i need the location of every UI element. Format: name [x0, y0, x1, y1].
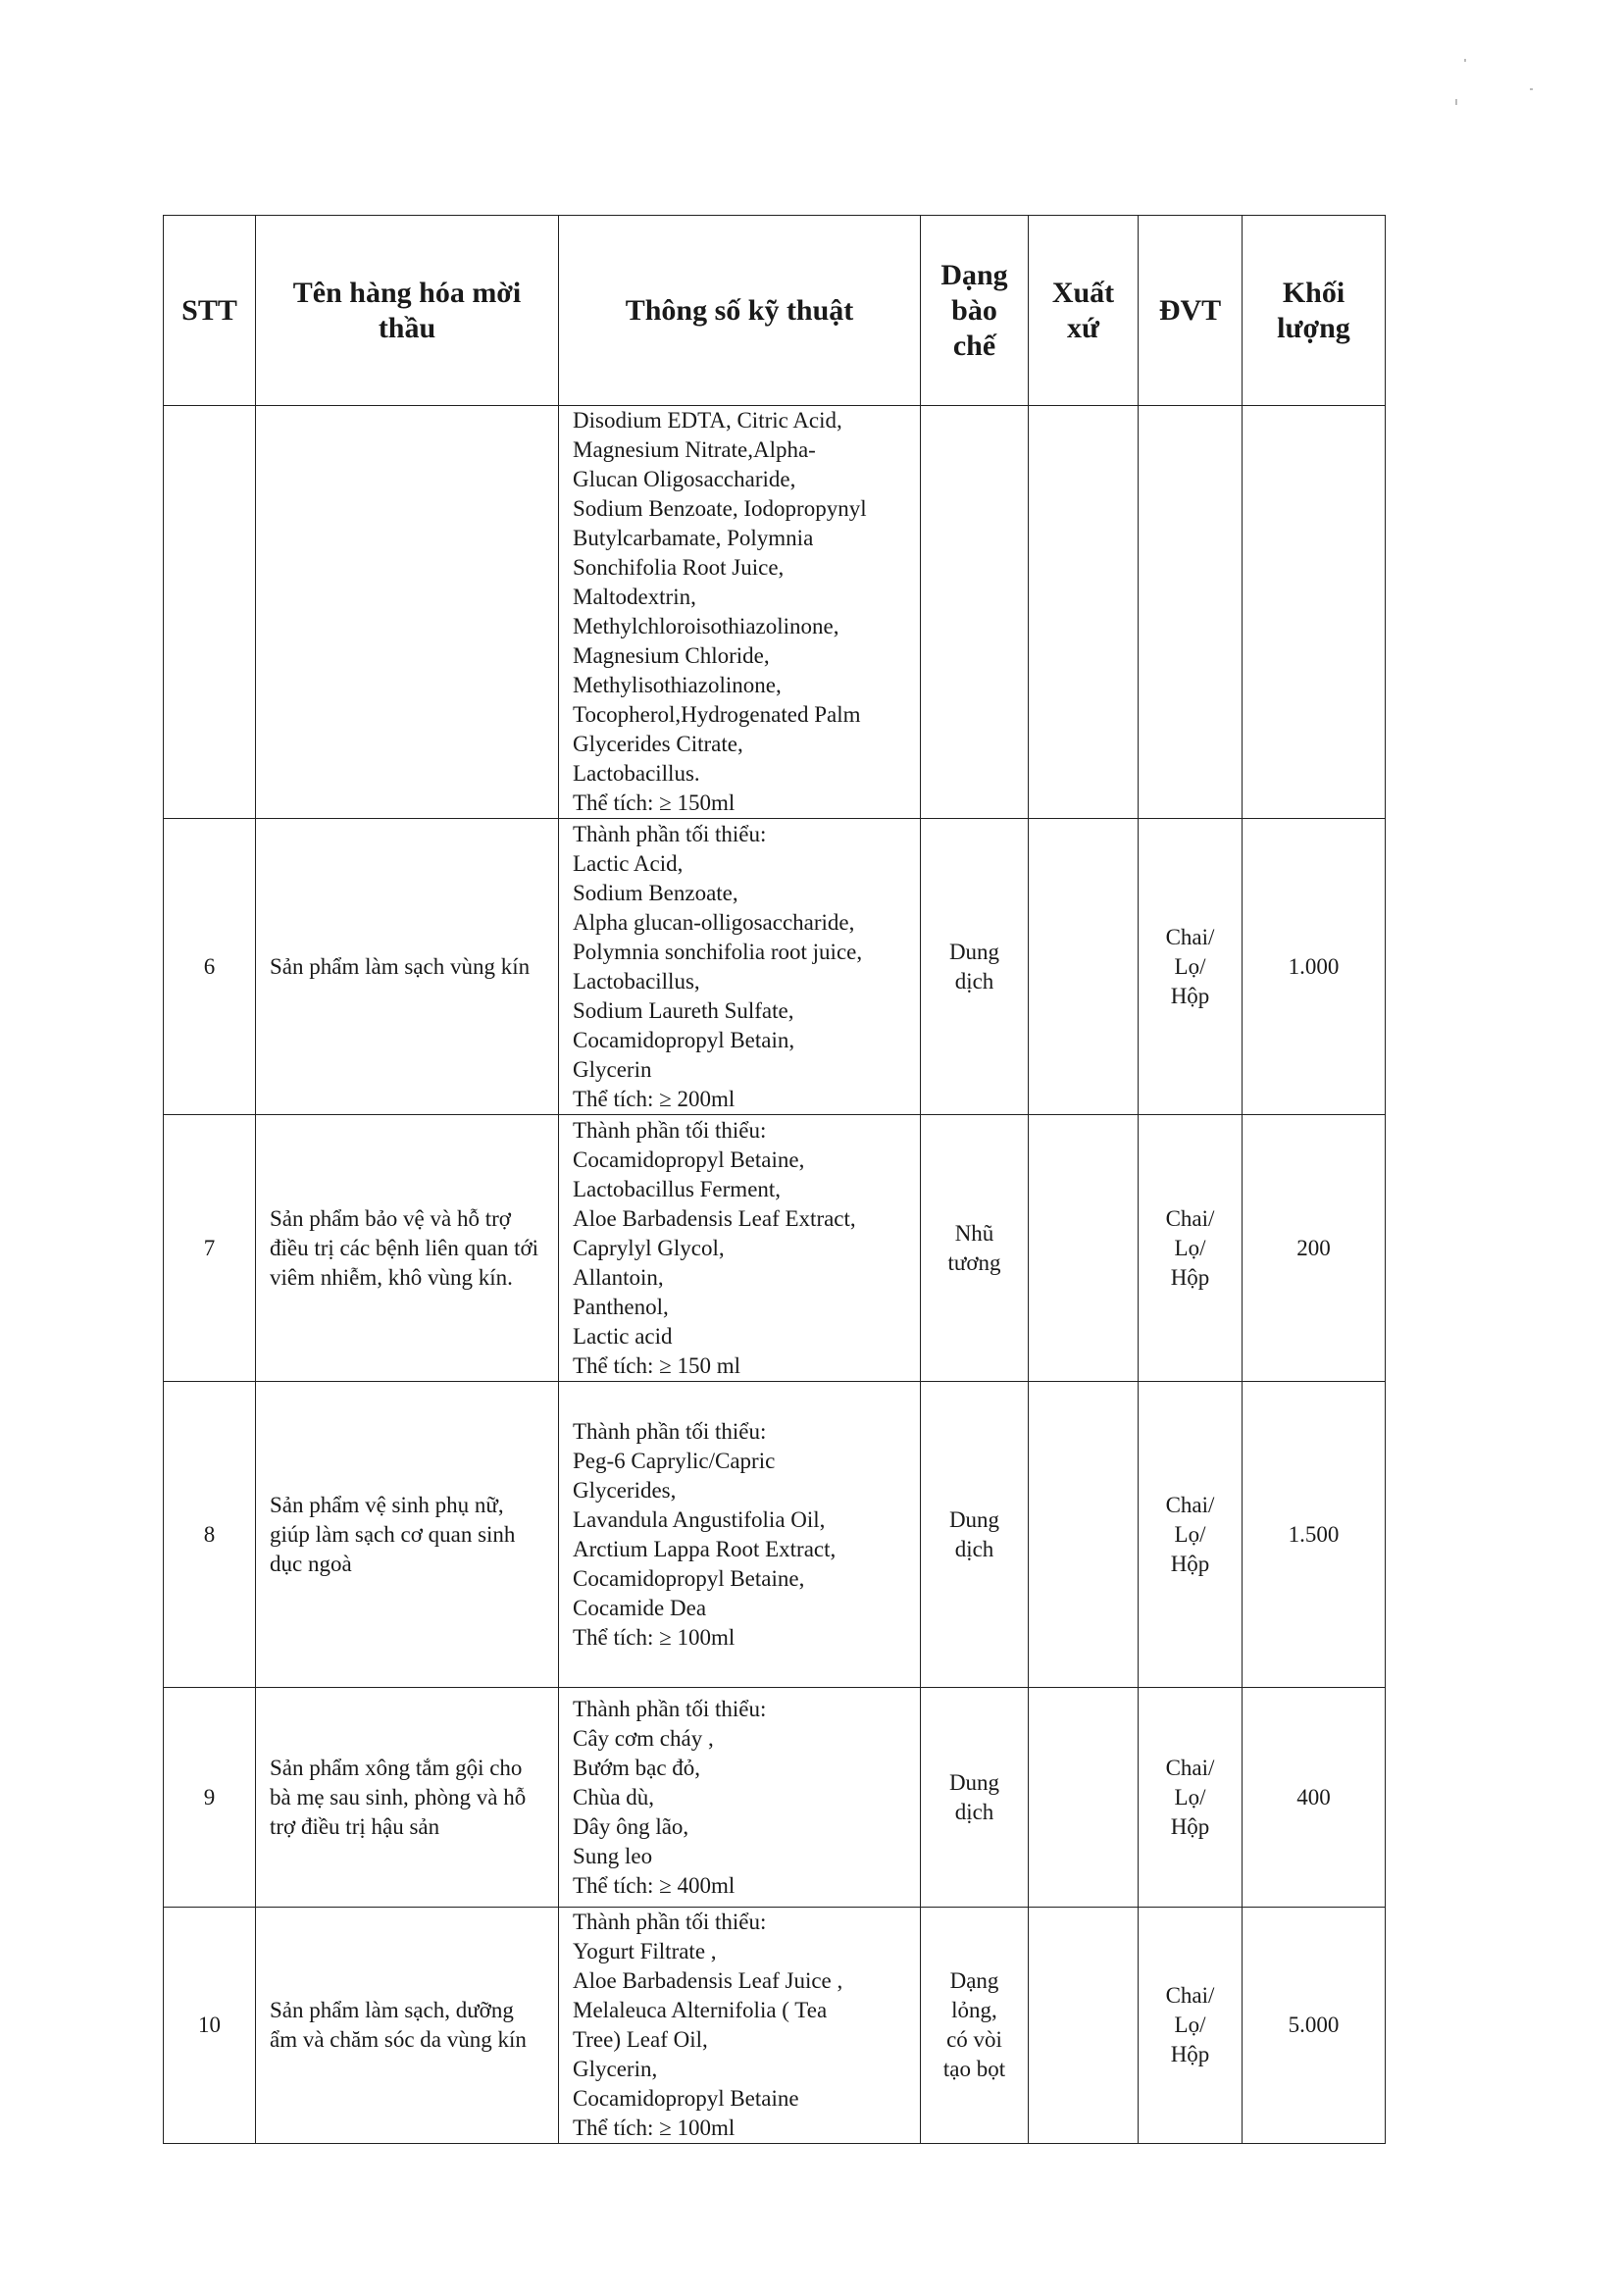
spec-line: Aloe Barbadensis Leaf Extract,	[573, 1205, 856, 1231]
spec-line: Methylisothiazolinone,	[573, 673, 782, 697]
spec-line: Sodium Laureth Sulfate,	[573, 997, 794, 1023]
spec-line: Glycerides,	[573, 1477, 677, 1503]
table-row	[164, 1382, 1386, 1688]
table-row	[164, 406, 1386, 819]
spec-line: Allantoin,	[573, 1264, 664, 1290]
cell-technical-specs	[559, 1908, 921, 2144]
cell-unit: Chai/ Lọ/ Hộp	[1139, 1908, 1243, 2144]
cell-unit: Chai/ Lọ/ Hộp	[1139, 1382, 1243, 1688]
cell-origin	[1029, 1688, 1139, 1908]
cell-quantity: 1.500	[1243, 1382, 1386, 1688]
cell-quantity: 400	[1243, 1688, 1386, 1908]
spec-line: Cocamide Dea	[573, 1595, 707, 1620]
cell-dosage-form: Dung dịch	[921, 1382, 1029, 1688]
spec-line: Magnesium Chloride,	[573, 643, 770, 668]
cell-dosage-form: Dạng lỏng, có vòi tạo bọt	[921, 1908, 1029, 2144]
spec-line: Caprylyl Glycol,	[573, 1235, 725, 1260]
spec-line: Sung leo	[573, 1843, 653, 1868]
spec-line: Cocamidopropyl Betaine,	[573, 1147, 805, 1172]
spec-line: Dây ông lão,	[573, 1813, 689, 1839]
header-technical-specs: Thông số kỹ thuật	[559, 216, 921, 406]
spec-line: Magnesium Nitrate,Alpha-	[573, 437, 816, 462]
spec-line: Thành phần tối thiểu:	[573, 1418, 767, 1444]
cell-dosage-form: Nhũ tương	[921, 1115, 1029, 1382]
spec-line: Bướm bạc đỏ,	[573, 1755, 701, 1780]
spec-line: Lactobacillus,	[573, 968, 700, 994]
spec-line: Sodium Benzoate, Iodopropynyl	[573, 496, 867, 521]
spec-line: Polymnia sonchifolia root juice,	[573, 939, 863, 964]
spec-line: Thể tích: ≥ 100ml	[573, 1624, 736, 1650]
spec-line: Panthenol,	[573, 1294, 669, 1319]
scan-speck	[1464, 59, 1466, 62]
cell-quantity	[1243, 406, 1386, 819]
cell-technical-specs	[559, 406, 921, 819]
spec-line: Glucan Oligosaccharide,	[573, 467, 796, 491]
table-row	[164, 819, 1386, 1115]
spec-line: Melaleuca Alternifolia ( Tea	[573, 1998, 828, 2022]
cell-stt: 6	[164, 819, 256, 1115]
spec-line: Maltodextrin,	[573, 585, 696, 609]
spec-line: Thành phần tối thiểu:	[573, 821, 767, 846]
spec-line: Lactic acid	[573, 1323, 673, 1349]
cell-item-name: Sản phẩm làm sạch, dưỡng ẩm và chăm sóc da vùng kín	[256, 1908, 559, 2144]
spec-line: Sonchifolia Root Juice,	[573, 555, 785, 580]
cell-unit	[1139, 406, 1243, 819]
cell-origin	[1029, 1908, 1139, 2144]
header-dosage-form: Dạng bào chế	[921, 216, 1029, 406]
cell-stt: 9	[164, 1688, 256, 1908]
spec-line: Lactic Acid,	[573, 850, 684, 876]
cell-unit: Chai/ Lọ/ Hộp	[1139, 1115, 1243, 1382]
cell-stt: 7	[164, 1115, 256, 1382]
table-row	[164, 1688, 1386, 1908]
header-quantity: Khối lượng	[1243, 216, 1386, 406]
table-header-row	[164, 216, 1386, 406]
header-stt: STT	[164, 216, 256, 406]
spec-line: Glycerin	[573, 1056, 652, 1082]
cell-origin	[1029, 819, 1139, 1115]
cell-dosage-form: Dung dịch	[921, 819, 1029, 1115]
spec-line: Tocopherol,Hydrogenated Palm	[573, 702, 861, 727]
cell-origin	[1029, 406, 1139, 819]
spec-line: Tree) Leaf Oil,	[573, 2027, 708, 2052]
spec-line: Butylcarbamate, Polymnia	[573, 526, 814, 550]
spec-line: Thể tích: ≥ 150ml	[573, 790, 736, 815]
cell-item-name: Sản phẩm xông tắm gội cho bà mẹ sau sinh, phòng và hỗ trợ điều trị hậu sản	[256, 1688, 559, 1908]
cell-technical-specs	[559, 1115, 921, 1382]
spec-line: Peg-6 Caprylic/Capric	[573, 1448, 776, 1473]
table-row	[164, 1908, 1386, 2144]
cell-dosage-form	[921, 406, 1029, 819]
spec-line: Yogurt Filtrate ,	[573, 1939, 717, 1963]
cell-stt	[164, 406, 256, 819]
spec-line: Arctium Lappa Root Extract,	[573, 1536, 837, 1561]
spec-line: Glycerides Citrate,	[573, 732, 743, 756]
spec-line: Thể tích: ≥ 100ml	[573, 2116, 736, 2140]
spec-line: Glycerin,	[573, 2057, 658, 2081]
cell-item-name: Sản phẩm vệ sinh phụ nữ, giúp làm sạch cơ quan sinh dục ngoà	[256, 1382, 559, 1688]
spec-line: Thành phần tối thiểu:	[573, 1910, 767, 1934]
header-item-name: Tên hàng hóa mời thầu	[256, 216, 559, 406]
spec-line: Lactobacillus.	[573, 761, 700, 786]
scan-speck	[1455, 99, 1457, 105]
cell-quantity: 200	[1243, 1115, 1386, 1382]
cell-unit: Chai/ Lọ/ Hộp	[1139, 819, 1243, 1115]
spec-line: Lactobacillus Ferment,	[573, 1176, 782, 1201]
spec-line: Thể tích: ≥ 200ml	[573, 1086, 736, 1111]
cell-technical-specs	[559, 819, 921, 1115]
cell-technical-specs	[559, 1382, 921, 1688]
cell-dosage-form: Dung dịch	[921, 1688, 1029, 1908]
header-origin: Xuất xứ	[1029, 216, 1139, 406]
spec-line: Cocamidopropyl Betain,	[573, 1027, 795, 1052]
cell-item-name: Sản phẩm bảo vệ và hỗ trợ điều trị các bệnh liên quan tới viêm nhiễm, khô vùng kín.	[256, 1115, 559, 1382]
spec-line: Disodium EDTA, Citric Acid,	[573, 408, 842, 433]
cell-technical-specs	[559, 1688, 921, 1908]
spec-line: Aloe Barbadensis Leaf Juice ,	[573, 1968, 843, 1993]
spec-line: Chùa dù,	[573, 1784, 655, 1810]
spec-line: Thể tích: ≥ 150 ml	[573, 1352, 741, 1378]
cell-stt: 8	[164, 1382, 256, 1688]
cell-unit: Chai/ Lọ/ Hộp	[1139, 1688, 1243, 1908]
spec-line: Thành phần tối thiểu:	[573, 1696, 767, 1721]
cell-item-name	[256, 406, 559, 819]
header-unit: ĐVT	[1139, 216, 1243, 406]
spec-line: Methylchloroisothiazolinone,	[573, 614, 839, 638]
spec-line: Lavandula Angustifolia Oil,	[573, 1506, 826, 1532]
spec-line: Alpha glucan-olligosaccharide,	[573, 909, 855, 935]
cell-quantity: 5.000	[1243, 1908, 1386, 2144]
spec-line: Cocamidopropyl Betaine	[573, 2086, 799, 2111]
spec-line: Sodium Benzoate,	[573, 880, 738, 905]
cell-origin	[1029, 1382, 1139, 1688]
spec-line: Thành phần tối thiểu:	[573, 1117, 767, 1143]
spec-line: Cây cơm cháy ,	[573, 1725, 714, 1751]
bid-items-table	[163, 215, 1386, 2144]
spec-line: Thể tích: ≥ 400ml	[573, 1872, 736, 1898]
cell-item-name: Sản phẩm làm sạch vùng kín	[256, 819, 559, 1115]
spec-line: Cocamidopropyl Betaine,	[573, 1565, 805, 1591]
cell-quantity: 1.000	[1243, 819, 1386, 1115]
cell-stt: 10	[164, 1908, 256, 2144]
table-row	[164, 1115, 1386, 1382]
cell-origin	[1029, 1115, 1139, 1382]
scan-speck	[1530, 88, 1533, 90]
